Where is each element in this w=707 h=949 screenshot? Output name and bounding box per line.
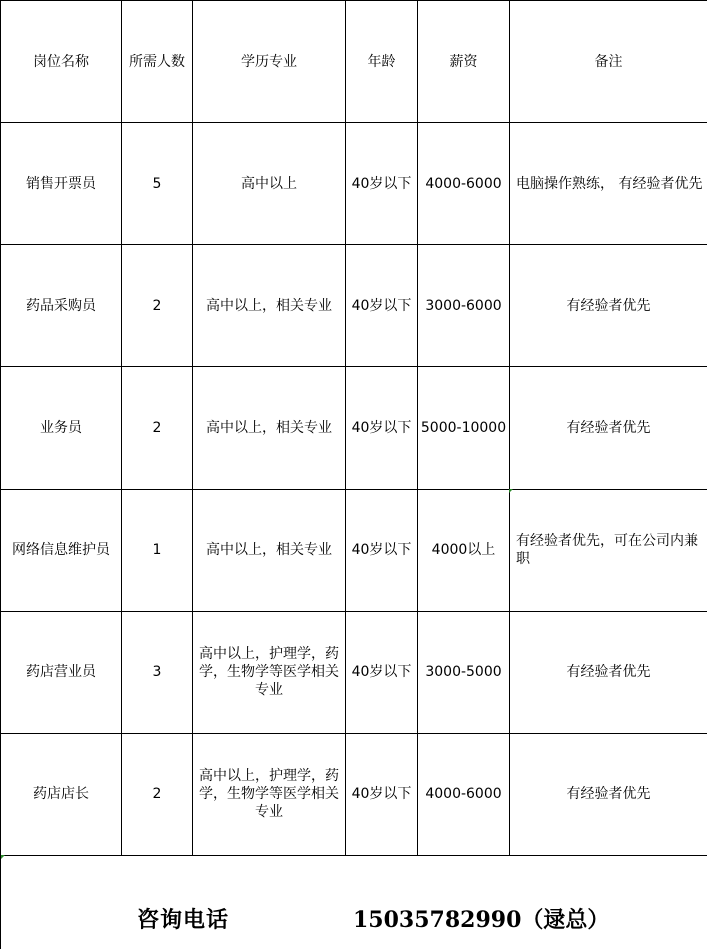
table-header-row (1, 1, 707, 123)
cell-note: 有经验者优先，可在公司内兼职 (510, 489, 707, 611)
header-count: 所需人数 (122, 1, 193, 123)
cell-note: 有经验者优先 (510, 733, 707, 855)
cell-age: 40岁以下 (346, 245, 418, 367)
cell-count: 2 (122, 245, 193, 367)
cell-salary: 4000-6000 (418, 733, 510, 855)
contact-label: 咨询电话 (137, 907, 230, 933)
cell-education: 高中以上，护理学，药学，生物学等医学相关专业 (193, 733, 346, 855)
table-row (1, 733, 707, 855)
cell-position: 药品采购员 (1, 245, 122, 367)
cell-salary: 5000-10000 (418, 367, 510, 489)
table-row (1, 489, 707, 611)
cell-salary: 3000-5000 (418, 611, 510, 733)
cell-count: 1 (122, 489, 193, 611)
cell-count: 2 (122, 733, 193, 855)
header-position: 岗位名称 (1, 1, 122, 123)
cell-salary: 3000-6000 (418, 245, 510, 367)
cell-age: 40岁以下 (346, 123, 418, 245)
cell-salary: 4000-6000 (418, 123, 510, 245)
cell-note: 有经验者优先 (510, 367, 707, 489)
cell-comment-marker (509, 489, 513, 493)
cell-note: 电脑操作熟练， 有经验者优先 (510, 123, 707, 245)
cell-age: 40岁以下 (346, 733, 418, 855)
cell-position: 药店店长 (1, 733, 122, 855)
table-row (1, 245, 707, 367)
cell-count: 5 (122, 123, 193, 245)
header-age: 年龄 (346, 1, 418, 123)
cell-count: 2 (122, 367, 193, 489)
cell-education: 高中以上，相关专业 (193, 245, 346, 367)
cell-age: 40岁以下 (346, 611, 418, 733)
header-education: 学历专业 (193, 1, 346, 123)
cell-position: 网络信息维护员 (1, 489, 122, 611)
cell-education: 高中以上 (193, 123, 346, 245)
contact-number: 15035782990（逯总） (353, 907, 610, 933)
table-row (1, 367, 707, 489)
cell-education: 高中以上，相关专业 (193, 489, 346, 611)
cell-note: 有经验者优先 (510, 611, 707, 733)
cell-count: 3 (122, 611, 193, 733)
cell-age: 40岁以下 (346, 489, 418, 611)
cell-education: 高中以上，相关专业 (193, 367, 346, 489)
cell-age: 40岁以下 (346, 367, 418, 489)
table-row (1, 123, 707, 245)
cell-position: 销售开票员 (1, 123, 122, 245)
cell-salary: 4000以上 (418, 489, 510, 611)
header-salary: 薪资 (418, 1, 510, 123)
cell-education: 高中以上，护理学，药学，生物学等医学相关专业 (193, 611, 346, 733)
table-row (1, 611, 707, 733)
cell-position: 药店营业员 (1, 611, 122, 733)
header-note: 备注 (510, 1, 707, 123)
cell-note: 有经验者优先 (510, 245, 707, 367)
cell-position: 业务员 (1, 367, 122, 489)
